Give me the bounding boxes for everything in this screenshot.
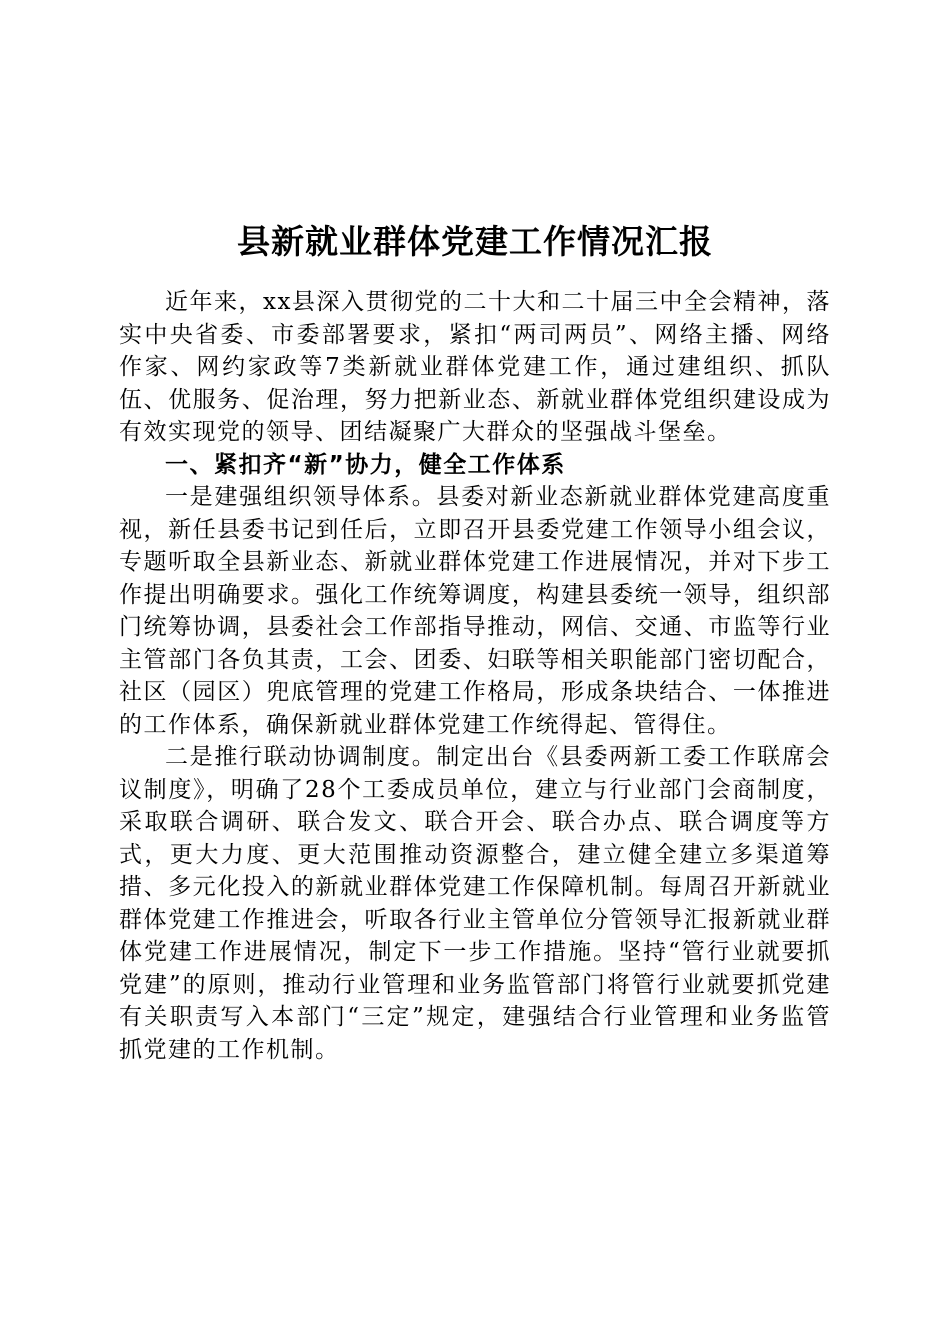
document-body	[119, 286, 831, 1066]
section-paragraph: 二是推行联动协调制度。制定出台《县委两新工委工作联席会议制度》，明确了28个工委成员单位，建立与行业部门会商制度，采取联合调研、联合发文、联合开会、联合办点、联合调度等方式，更大力度、更大范围推动资源整合，建立健全建立多渠道筹措、多元化投入的新就业群体党建工作保障机制。每周召开新就业群体党建工作推进会，听取各行业主管单位分管领导汇报新就业群体党建工作进展情况，制定下一步工作措施。坚持“管行业就要抓党建”的原则，推动行业管理和业务监管部门将管行业就要抓党建有关职责写入本部门“三定”规定，建强结合行业管理和业务监管抓党建的工作机制。	[119, 744, 831, 1063]
section-heading: 一、紧扣齐“新”协力，健全工作体系	[165, 451, 566, 478]
section-paragraph: 一是建强组织领导体系。县委对新业态新就业群体党建高度重视，新任县委书记到任后，立即召开县委党建工作领导小组会议，专题听取全县新业态、新就业群体党建工作进展情况，并对下步工作提出明确要求。强化工作统筹调度，构建县委统一领导，组织部门统筹协调，县委社会工作部指导推动，网信、交通、市监等行业主管部门各负其责，工会、团委、妇联等相关职能部门密切配合，社区（园区）兜底管理的党建工作格局，形成条块结合、一体推进的工作体系，确保新就业群体党建工作统得起、管得住。	[119, 484, 831, 738]
intro-paragraph: 近年来，xx县深入贯彻党的二十大和二十届三中全会精神，落实中央省委、市委部署要求，紧扣“两司两员”、网络主播、网络作家、网约家政等7类新就业群体党建工作，通过建组织、抓队伍、优服务、促治理，努力把新业态、新就业群体党组织建设成为有效实现党的领导、团结凝聚广大群众的坚强战斗堡垒。	[119, 289, 831, 445]
document-title: 县新就业群体党建工作情况汇报	[237, 222, 713, 262]
